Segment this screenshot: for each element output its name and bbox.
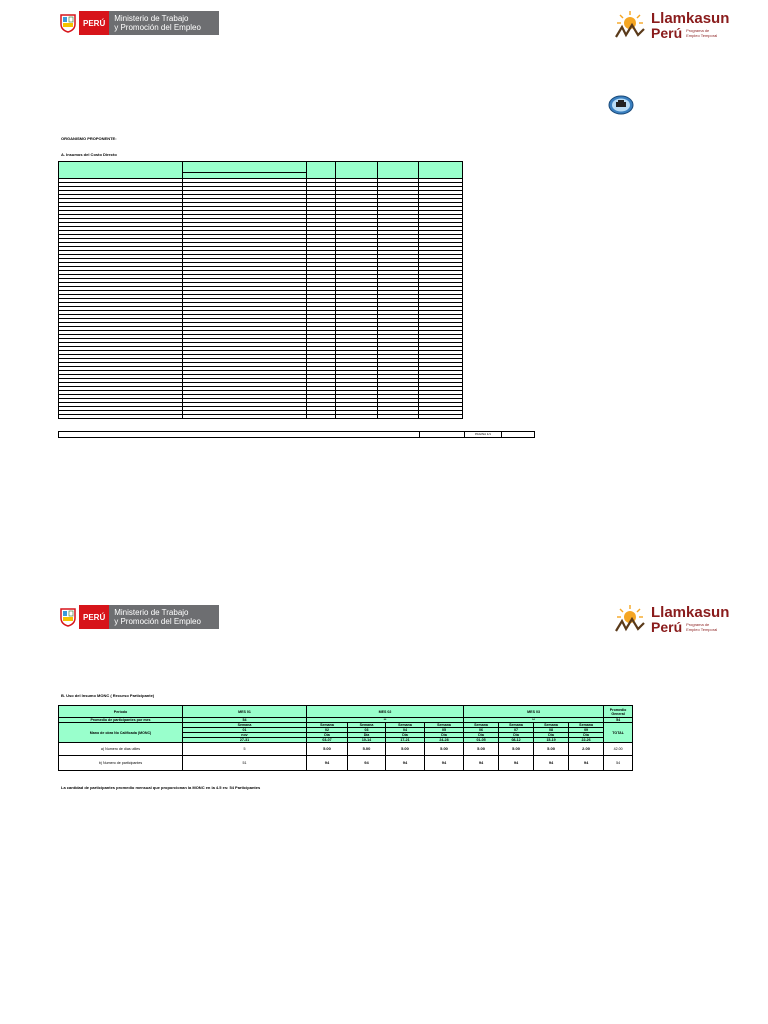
llamkasun-tagline: Programa de Empleo Temporal bbox=[686, 27, 718, 38]
dias-utiles-value: 5.00 bbox=[307, 743, 348, 756]
dia-cell: Día bbox=[386, 733, 425, 738]
semana-cell: Semana bbox=[183, 723, 307, 728]
badge-icon bbox=[608, 95, 634, 120]
llamkasun-subtitle: Perú bbox=[651, 618, 683, 635]
ministry-name: Ministerio de Trabajo y Promoción del Empleo bbox=[109, 605, 219, 629]
promedio-general-header: Promedio General bbox=[604, 706, 633, 718]
header-cell bbox=[336, 162, 378, 179]
dias-utiles-value: 5 bbox=[183, 743, 307, 756]
rango-cell: 08-12 bbox=[499, 738, 534, 743]
prom-mes-03: ** bbox=[464, 718, 604, 723]
dias-utiles-label: a) Numero de días utiles bbox=[59, 743, 183, 756]
prom-mes-01: 54 bbox=[183, 718, 307, 723]
participantes-value: 51 bbox=[183, 756, 307, 771]
rango-cell: 24-28 bbox=[425, 738, 464, 743]
peru-coat-of-arms-icon bbox=[57, 11, 79, 35]
peru-ministry-logo bbox=[57, 11, 219, 35]
total-row bbox=[58, 431, 535, 438]
semana-number: 09 bbox=[569, 728, 604, 733]
peru-ministry-logo-2 bbox=[57, 605, 219, 629]
participantes-value: 94 bbox=[464, 756, 499, 771]
mes-02-header: MES 02 bbox=[307, 706, 464, 718]
dia-cell: nov bbox=[183, 733, 307, 738]
participantes-value: 94 bbox=[307, 756, 348, 771]
participantes-value: 94 bbox=[386, 756, 425, 771]
dia-cell: Día bbox=[569, 733, 604, 738]
semana-number: 04 bbox=[386, 728, 425, 733]
semana-cell: Semana bbox=[307, 723, 348, 728]
insumos-table bbox=[58, 161, 463, 419]
rango-cell: 01-05 bbox=[464, 738, 499, 743]
dia-cell: Día bbox=[499, 733, 534, 738]
dias-utiles-value: 5.00 bbox=[425, 743, 464, 756]
participantes-value: 94 bbox=[569, 756, 604, 771]
table-cell bbox=[59, 415, 183, 419]
table-cell bbox=[336, 415, 378, 419]
llamkasun-title: Llamkasun bbox=[651, 9, 730, 27]
semana-number: 06 bbox=[464, 728, 499, 733]
header-cell bbox=[419, 162, 463, 179]
prom-mes-02: ** bbox=[307, 718, 464, 723]
semana-cell: Semana bbox=[348, 723, 386, 728]
semana-number: 01 bbox=[183, 728, 307, 733]
rango-cell: 22-26 bbox=[569, 738, 604, 743]
participantes-total: 54 bbox=[604, 756, 633, 771]
dia-cell: Día bbox=[307, 733, 348, 738]
section-b-title: B. Uso del Insumo MONC ( Recurso Participante) bbox=[61, 693, 155, 698]
footnote: La cantidad de participantes promedio mensual que proporcionan la MONC en la 4.5 es: 54 Participantes bbox=[61, 785, 261, 790]
prom-general: 54 bbox=[604, 718, 633, 723]
dias-utiles-value: 5.00 bbox=[534, 743, 569, 756]
header-cell bbox=[307, 162, 336, 179]
participantes-value: 94 bbox=[499, 756, 534, 771]
participantes-value: 94 bbox=[534, 756, 569, 771]
llamkasun-sun-icon bbox=[612, 9, 648, 41]
header-cell bbox=[378, 162, 419, 179]
peru-brand-label: PERÚ bbox=[79, 605, 109, 629]
page-indicator: PAGINA 1/1 bbox=[465, 432, 502, 437]
peru-coat-of-arms-icon bbox=[57, 605, 79, 629]
llamkasun-tagline: Programa de Empleo Temporal bbox=[686, 621, 718, 632]
table-cell bbox=[307, 415, 336, 419]
llamkasun-logo-2 bbox=[612, 603, 729, 635]
table-cell bbox=[419, 415, 463, 419]
semana-number: 02 bbox=[307, 728, 348, 733]
dias-utiles-value: 2.00 bbox=[569, 743, 604, 756]
dia-cell: Día bbox=[348, 733, 386, 738]
monc-table bbox=[58, 705, 633, 771]
mes-01-header: MES 01 bbox=[183, 706, 307, 718]
llamkasun-title: Llamkasun bbox=[651, 603, 730, 621]
semana-cell: Semana bbox=[425, 723, 464, 728]
organismo-label: ORGANISMO PROPONENTE: bbox=[61, 136, 117, 141]
dias-utiles-value: 5.00 bbox=[386, 743, 425, 756]
semana-cell: Semana bbox=[499, 723, 534, 728]
semana-number: 03 bbox=[348, 728, 386, 733]
periodo-header: Periodo bbox=[59, 706, 183, 718]
peru-brand-label: PERÚ bbox=[79, 11, 109, 35]
dia-cell: Día bbox=[425, 733, 464, 738]
ministry-name: Ministerio de Trabajo y Promoción del Empleo bbox=[109, 11, 219, 35]
rango-cell: 27-31 bbox=[183, 738, 307, 743]
dias-utiles-value: 5.00 bbox=[464, 743, 499, 756]
prom-participantes-label: Promedio de participantes por mes bbox=[59, 718, 183, 723]
llamkasun-sun-icon bbox=[612, 603, 648, 635]
table-cell bbox=[378, 415, 419, 419]
semana-cell: Semana bbox=[534, 723, 569, 728]
participantes-label: b) Numero de participantes bbox=[59, 756, 183, 771]
semana-cell: Semana bbox=[464, 723, 499, 728]
rango-cell: 03-07 bbox=[307, 738, 348, 743]
llamkasun-logo bbox=[612, 9, 729, 41]
table-cell bbox=[183, 415, 307, 419]
rango-cell: 17-21 bbox=[386, 738, 425, 743]
header-cell bbox=[183, 162, 307, 173]
total-header: TOTAL bbox=[604, 723, 633, 743]
llamkasun-subtitle: Perú bbox=[651, 24, 683, 41]
dias-utiles-value: 5.00 bbox=[348, 743, 386, 756]
mano-obra-label: Mano de obra No Calificada (MONC) bbox=[59, 723, 183, 743]
semana-number: 08 bbox=[534, 728, 569, 733]
participantes-value: 94 bbox=[425, 756, 464, 771]
semana-number: 05 bbox=[425, 728, 464, 733]
dia-cell: Día bbox=[464, 733, 499, 738]
rango-cell: 10-14 bbox=[348, 738, 386, 743]
dias-utiles-total: 42.00 bbox=[604, 743, 633, 756]
semana-cell: Semana bbox=[386, 723, 425, 728]
rango-cell: 15-19 bbox=[534, 738, 569, 743]
header-cell bbox=[59, 162, 183, 179]
dia-cell: Día bbox=[534, 733, 569, 738]
dias-utiles-value: 5.00 bbox=[499, 743, 534, 756]
semana-number: 07 bbox=[499, 728, 534, 733]
section-a-title: A. Insumos del Costo Directo bbox=[61, 152, 117, 157]
semana-cell: Semana bbox=[569, 723, 604, 728]
participantes-value: 94 bbox=[348, 756, 386, 771]
mes-03-header: MES 03 bbox=[464, 706, 604, 718]
